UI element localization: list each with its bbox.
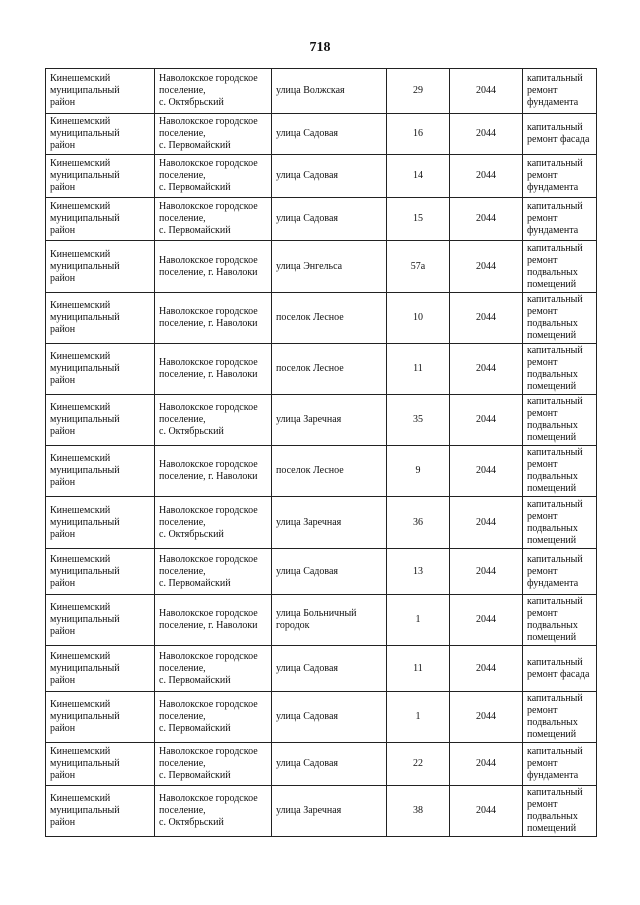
work-type-cell-text: капитальный ремонт подвальных помещений (527, 242, 583, 290)
house-number-cell (387, 395, 450, 446)
work-type-cell-text: капитальный ремонт фасада (527, 656, 590, 680)
work-type-cell-text: капитальный ремонт подвальных помещений (527, 787, 583, 834)
district-cell (46, 344, 155, 395)
table-row (46, 344, 597, 395)
district-cell (46, 69, 155, 114)
street-cell (272, 198, 387, 241)
work-type-cell (523, 497, 597, 549)
table-row (46, 446, 597, 497)
house-number-cell (387, 549, 450, 595)
house-number-cell-text: 35 (413, 414, 423, 425)
street-cell-text: улица Энгельса (276, 260, 343, 272)
house-number-cell (387, 595, 450, 646)
district-cell-text: Кинешемский муниципальный район (50, 504, 120, 540)
settlement-cell (155, 293, 272, 344)
street-cell-text: улица Заречная (276, 516, 342, 528)
year-cell (450, 198, 523, 241)
year-cell-text: 2044 (476, 128, 496, 139)
house-number-cell (387, 344, 450, 395)
year-cell-text: 2044 (476, 711, 496, 722)
street-cell (272, 743, 387, 786)
settlement-cell (155, 344, 272, 395)
house-number-cell-text: 1 (415, 614, 421, 625)
district-cell (46, 692, 155, 743)
street-cell-text: улица Заречная (276, 805, 342, 816)
settlement-cell (155, 743, 272, 786)
work-type-cell (523, 69, 597, 114)
district-cell (46, 549, 155, 595)
settlement-cell (155, 395, 272, 446)
street-cell-text: улица Садовая (276, 662, 339, 674)
year-cell-text: 2044 (476, 170, 496, 181)
street-cell (272, 646, 387, 692)
work-type-cell (523, 595, 597, 646)
settlement-cell-text: Наволокское городское поселение, с. Первомайский (159, 201, 258, 236)
settlement-cell (155, 155, 272, 198)
year-cell-text: 2044 (476, 805, 496, 816)
year-cell (450, 344, 523, 395)
street-cell-text: улица Садовая (276, 128, 339, 139)
house-number-cell-text: 22 (413, 758, 423, 769)
house-number-cell-text: 15 (413, 213, 423, 224)
street-cell (272, 155, 387, 198)
district-cell-text: Кинешемский муниципальный район (50, 793, 120, 828)
district-cell-text: Кинешемский муниципальный район (50, 746, 120, 781)
house-number-cell (387, 743, 450, 786)
settlement-cell (155, 446, 272, 497)
district-cell-text: Кинешемский муниципальный район (50, 699, 120, 734)
settlement-cell-text: Наволокское городское поселение, с. Октябрьский (159, 504, 258, 540)
district-cell-text: Кинешемский муниципальный район (50, 73, 120, 108)
district-cell (46, 743, 155, 786)
district-cell (46, 786, 155, 837)
table-row (46, 155, 597, 198)
settlement-cell-text: Наволокское городское поселение, с. Октябрьский (159, 793, 258, 828)
work-type-cell-text: капитальный ремонт подвальных помещений (527, 498, 583, 546)
settlement-cell-text: Наволокское городское поселение, г. Наволоки (159, 254, 258, 278)
year-cell (450, 114, 523, 155)
settlement-cell (155, 69, 272, 114)
year-cell (450, 595, 523, 646)
year-cell (450, 497, 523, 549)
district-cell (46, 395, 155, 446)
settlement-cell-text: Наволокское городское поселение, с. Октябрьский (159, 402, 258, 437)
work-type-cell-text: капитальный ремонт подвальных помещений (527, 596, 583, 643)
table-row (46, 786, 597, 837)
district-cell-text: Кинешемский муниципальный район (50, 248, 120, 284)
table-row (46, 549, 597, 595)
street-cell (272, 344, 387, 395)
year-cell (450, 395, 523, 446)
work-type-cell-text: капитальный ремонт подвальных помещений (527, 294, 583, 341)
year-cell-text: 2044 (476, 85, 496, 96)
table-row (46, 595, 597, 646)
settlement-cell (155, 646, 272, 692)
house-number-cell (387, 241, 450, 293)
settlement-cell (155, 114, 272, 155)
district-cell (46, 155, 155, 198)
table-row (46, 69, 597, 114)
settlement-cell-text: Наволокское городское поселение, г. Наволоки (159, 459, 258, 482)
work-type-cell-text: капитальный ремонт фундамента (527, 746, 583, 781)
year-cell-text: 2044 (476, 260, 496, 272)
year-cell (450, 549, 523, 595)
year-cell (450, 692, 523, 743)
house-number-cell-text: 13 (413, 565, 423, 577)
house-number-cell-text: 11 (413, 662, 423, 674)
page-number: 718 (309, 40, 331, 55)
street-cell-text: поселок Лесное (276, 363, 344, 374)
street-cell-text: поселок Лесное (276, 465, 344, 476)
settlement-cell (155, 241, 272, 293)
work-type-cell-text: капитальный ремонт подвальных помещений (527, 345, 583, 392)
house-number-cell (387, 446, 450, 497)
district-cell-text: Кинешемский муниципальный район (50, 351, 120, 386)
house-number-cell-text: 11 (413, 363, 423, 374)
work-type-cell (523, 692, 597, 743)
street-cell-text: улица Волжская (276, 85, 345, 96)
year-cell-text: 2044 (476, 662, 496, 674)
year-cell (450, 241, 523, 293)
street-cell (272, 497, 387, 549)
district-cell (46, 198, 155, 241)
house-number-cell-text: 16 (413, 128, 423, 139)
work-type-cell-text: капитальный ремонт фундамента (527, 158, 583, 193)
settlement-cell-text: Наволокское городское поселение, с. Первомайский (159, 699, 258, 734)
settlement-cell-text: Наволокское городское поселение, с. Первомайский (159, 553, 258, 589)
street-cell-text: улица Садовая (276, 565, 339, 577)
street-cell (272, 549, 387, 595)
table-row (46, 497, 597, 549)
settlement-cell (155, 692, 272, 743)
year-cell-text: 2044 (476, 312, 496, 323)
work-type-cell-text: капитальный ремонт фундамента (527, 553, 583, 589)
street-cell-text: улица Больничный городок (276, 608, 357, 631)
street-cell (272, 395, 387, 446)
house-number-cell (387, 198, 450, 241)
table-row (46, 114, 597, 155)
district-cell (46, 446, 155, 497)
work-type-cell (523, 446, 597, 497)
district-cell-text: Кинешемский муниципальный район (50, 553, 120, 589)
settlement-cell-text: Наволокское городское поселение, с. Первомайский (159, 746, 258, 781)
work-type-cell (523, 155, 597, 198)
street-cell (272, 114, 387, 155)
table-row (46, 198, 597, 241)
house-number-cell-text: 38 (413, 805, 423, 816)
district-cell-text: Кинешемский муниципальный район (50, 650, 120, 686)
settlement-cell (155, 595, 272, 646)
year-cell-text: 2044 (476, 565, 496, 577)
district-cell (46, 497, 155, 549)
year-cell (450, 155, 523, 198)
table-row (46, 293, 597, 344)
house-number-cell (387, 69, 450, 114)
settlement-cell-text: Наволокское городское поселение, г. Наволоки (159, 306, 258, 329)
settlement-cell-text: Наволокское городское поселение, г. Наволоки (159, 357, 258, 380)
house-number-cell (387, 692, 450, 743)
district-cell-text: Кинешемский муниципальный район (50, 402, 120, 437)
district-cell (46, 293, 155, 344)
house-number-cell (387, 155, 450, 198)
district-cell-text: Кинешемский муниципальный район (50, 453, 120, 488)
house-number-cell (387, 497, 450, 549)
settlement-cell (155, 198, 272, 241)
district-cell (46, 646, 155, 692)
street-cell (272, 293, 387, 344)
table-row (46, 692, 597, 743)
year-cell (450, 69, 523, 114)
street-cell (272, 69, 387, 114)
work-type-cell (523, 198, 597, 241)
work-type-cell (523, 646, 597, 692)
house-number-cell-text: 36 (413, 516, 423, 528)
year-cell (450, 786, 523, 837)
house-number-cell-text: 14 (413, 170, 423, 181)
table-row (46, 241, 597, 293)
settlement-cell-text: Наволокское городское поселение, с. Октябрьский (159, 73, 258, 108)
district-cell (46, 595, 155, 646)
settlement-cell (155, 497, 272, 549)
repair-schedule-table (45, 68, 597, 837)
work-type-cell-text: капитальный ремонт подвальных помещений (527, 396, 583, 443)
work-type-cell (523, 395, 597, 446)
work-type-cell-text: капитальный ремонт фасада (527, 122, 590, 145)
district-cell (46, 114, 155, 155)
settlement-cell-text: Наволокское городское поселение, с. Первомайский (159, 158, 258, 193)
house-number-cell-text: 1 (415, 711, 421, 722)
year-cell-text: 2044 (476, 465, 496, 476)
work-type-cell (523, 293, 597, 344)
house-number-cell-text: 9 (415, 465, 421, 476)
work-type-cell-text: капитальный ремонт подвальных помещений (527, 693, 583, 740)
year-cell (450, 743, 523, 786)
street-cell-text: улица Заречная (276, 414, 342, 425)
year-cell (450, 646, 523, 692)
street-cell (272, 692, 387, 743)
work-type-cell-text: капитальный ремонт фундамента (527, 201, 583, 236)
settlement-cell (155, 786, 272, 837)
street-cell-text: улица Садовая (276, 711, 339, 722)
work-type-cell (523, 549, 597, 595)
street-cell (272, 595, 387, 646)
year-cell-text: 2044 (476, 516, 496, 528)
table-row (46, 743, 597, 786)
street-cell-text: улица Садовая (276, 213, 339, 224)
house-number-cell-text: 29 (413, 85, 423, 96)
district-cell-text: Кинешемский муниципальный район (50, 116, 120, 151)
district-cell-text: Кинешемский муниципальный район (50, 158, 120, 193)
year-cell-text: 2044 (476, 614, 496, 625)
street-cell-text: улица Садовая (276, 170, 339, 181)
house-number-cell (387, 786, 450, 837)
settlement-cell-text: Наволокское городское поселение, с. Первомайский (159, 650, 258, 686)
table-body (46, 69, 597, 837)
house-number-cell (387, 646, 450, 692)
house-number-cell (387, 114, 450, 155)
district-cell-text: Кинешемский муниципальный район (50, 300, 120, 335)
house-number-cell-text: 57а (410, 260, 426, 272)
table-row (46, 646, 597, 692)
table-row (46, 395, 597, 446)
house-number-cell-text: 10 (413, 312, 423, 323)
year-cell (450, 293, 523, 344)
work-type-cell (523, 344, 597, 395)
settlement-cell-text: Наволокское городское поселение, с. Первомайский (159, 116, 258, 151)
work-type-cell-text: капитальный ремонт подвальных помещений (527, 447, 583, 494)
street-cell (272, 446, 387, 497)
work-type-cell (523, 114, 597, 155)
house-number-cell (387, 293, 450, 344)
street-cell (272, 786, 387, 837)
year-cell (450, 446, 523, 497)
work-type-cell (523, 743, 597, 786)
year-cell-text: 2044 (476, 363, 496, 374)
work-type-cell (523, 786, 597, 837)
street-cell-text: поселок Лесное (276, 312, 344, 323)
work-type-cell-text: капитальный ремонт фундамента (527, 73, 583, 108)
year-cell-text: 2044 (476, 414, 496, 425)
district-cell-text: Кинешемский муниципальный район (50, 602, 120, 637)
district-cell (46, 241, 155, 293)
street-cell (272, 241, 387, 293)
year-cell-text: 2044 (476, 213, 496, 224)
year-cell-text: 2044 (476, 758, 496, 769)
street-cell-text: улица Садовая (276, 758, 339, 769)
settlement-cell (155, 549, 272, 595)
district-cell-text: Кинешемский муниципальный район (50, 201, 120, 236)
settlement-cell-text: Наволокское городское поселение, г. Наволоки (159, 608, 258, 631)
work-type-cell (523, 241, 597, 293)
